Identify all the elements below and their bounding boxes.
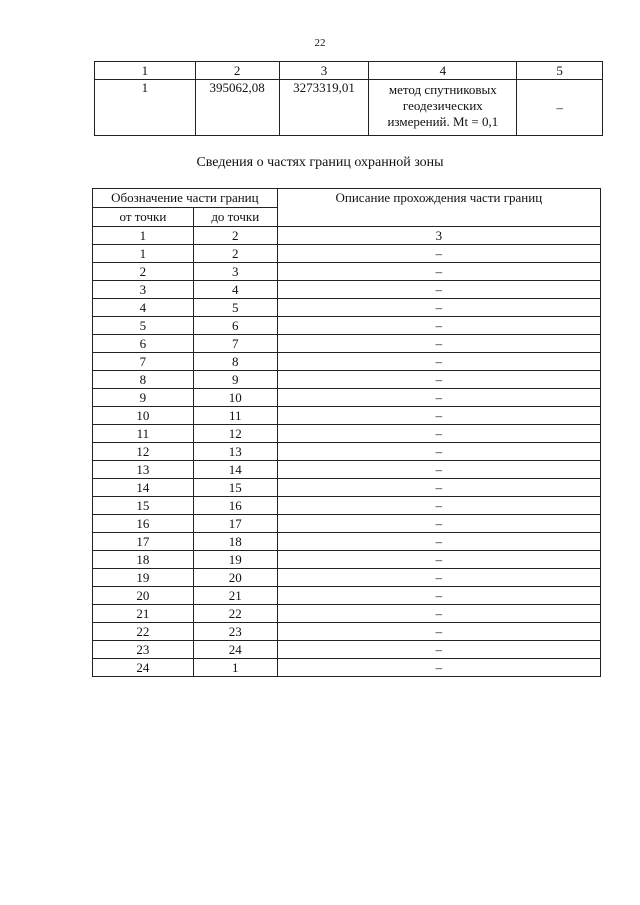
table-row (93, 497, 601, 515)
from-cell: 10 (93, 407, 194, 425)
description-cell: – (277, 587, 600, 605)
to-cell: 18 (193, 533, 277, 551)
point-cell: 1 (95, 80, 196, 136)
table-row (93, 389, 601, 407)
description-cell: – (277, 641, 600, 659)
from-cell: 1 (93, 245, 194, 263)
table-row (93, 515, 601, 533)
from-cell: 3 (93, 281, 194, 299)
description-header-cell: Описание прохождения части границ (277, 189, 600, 227)
to-cell: 20 (193, 569, 277, 587)
table-row (93, 317, 601, 335)
description-cell: – (277, 479, 600, 497)
numbering-row (93, 227, 601, 245)
to-cell: 1 (193, 659, 277, 677)
col5-cell: – (517, 80, 603, 136)
section-title: Сведения о частях границ охранной зоны (196, 155, 444, 170)
from-cell: 2 (93, 263, 194, 281)
from-cell: 4 (93, 299, 194, 317)
description-cell: – (277, 551, 600, 569)
description-cell: – (277, 659, 600, 677)
table-row (93, 371, 601, 389)
from-cell: 18 (93, 551, 194, 569)
header-cell: 2 (195, 62, 279, 80)
to-cell: 24 (193, 641, 277, 659)
to-cell: 7 (193, 335, 277, 353)
from-cell: 14 (93, 479, 194, 497)
table-row (93, 443, 601, 461)
to-cell: 5 (193, 299, 277, 317)
table-row (93, 623, 601, 641)
table-row (93, 335, 601, 353)
table-row (93, 407, 601, 425)
description-cell: – (277, 515, 600, 533)
header-cell: 3 (279, 62, 369, 80)
to-cell: 13 (193, 443, 277, 461)
page-number: 22 (314, 37, 326, 49)
to-cell: 23 (193, 623, 277, 641)
from-cell: 23 (93, 641, 194, 659)
table-row (93, 263, 601, 281)
to-cell: 9 (193, 371, 277, 389)
method-line: метод спутниковых (388, 82, 497, 97)
table-row (93, 569, 601, 587)
description-cell: – (277, 605, 600, 623)
from-cell: 9 (93, 389, 194, 407)
to-cell: 12 (193, 425, 277, 443)
to-cell: 14 (193, 461, 277, 479)
to-cell: 11 (193, 407, 277, 425)
description-cell: – (277, 497, 600, 515)
description-cell: – (277, 569, 600, 587)
from-cell: 6 (93, 335, 194, 353)
to-cell: 6 (193, 317, 277, 335)
description-cell: – (277, 281, 600, 299)
to-cell: 17 (193, 515, 277, 533)
table-row (93, 353, 601, 371)
to-cell: 16 (193, 497, 277, 515)
table-row (93, 245, 601, 263)
description-cell: – (277, 353, 600, 371)
table-row (93, 605, 601, 623)
to-cell: 4 (193, 281, 277, 299)
description-cell: – (277, 461, 600, 479)
table-row (93, 461, 601, 479)
table-row (93, 479, 601, 497)
to-cell: 15 (193, 479, 277, 497)
method-line: геодезических (402, 98, 483, 113)
description-cell: – (277, 443, 600, 461)
from-cell: 17 (93, 533, 194, 551)
description-cell: – (277, 317, 600, 335)
from-cell: 7 (93, 353, 194, 371)
to-cell: 22 (193, 605, 277, 623)
table-row (95, 80, 603, 136)
description-cell: – (277, 371, 600, 389)
header-cell: 5 (517, 62, 603, 80)
from-cell: 15 (93, 497, 194, 515)
from-cell: 24 (93, 659, 194, 677)
group-header-cell: Обозначение части границ (93, 189, 278, 208)
description-cell: – (277, 335, 600, 353)
to-cell: 10 (193, 389, 277, 407)
to-cell: 19 (193, 551, 277, 569)
numbering-cell: 2 (193, 227, 277, 245)
table-row (93, 425, 601, 443)
description-cell: – (277, 299, 600, 317)
boundary-parts-table (92, 188, 601, 677)
y-coordinate-cell: 3273319,01 (279, 80, 369, 136)
to-cell: 8 (193, 353, 277, 371)
x-coordinate-cell: 395062,08 (195, 80, 279, 136)
table-row (93, 551, 601, 569)
coordinates-table (94, 61, 603, 136)
table-header-row (95, 62, 603, 80)
from-cell: 11 (93, 425, 194, 443)
description-cell: – (277, 425, 600, 443)
table-row (93, 659, 601, 677)
description-cell: – (277, 245, 600, 263)
numbering-cell: 1 (93, 227, 194, 245)
from-cell: 19 (93, 569, 194, 587)
description-cell: – (277, 533, 600, 551)
from-cell: 5 (93, 317, 194, 335)
numbering-cell: 3 (277, 227, 600, 245)
to-header-cell: до точки (193, 208, 277, 227)
table-row (93, 641, 601, 659)
table-row (93, 587, 601, 605)
method-line: измерений. Mt = 0,1 (387, 114, 499, 129)
from-cell: 20 (93, 587, 194, 605)
to-cell: 21 (193, 587, 277, 605)
from-cell: 13 (93, 461, 194, 479)
description-cell: – (277, 407, 600, 425)
table-row (93, 281, 601, 299)
description-cell: – (277, 263, 600, 281)
from-cell: 16 (93, 515, 194, 533)
header-cell: 4 (369, 62, 517, 80)
description-cell: – (277, 389, 600, 407)
from-cell: 22 (93, 623, 194, 641)
table-row (93, 533, 601, 551)
description-cell: – (277, 623, 600, 641)
table-row (93, 299, 601, 317)
from-cell: 21 (93, 605, 194, 623)
header-cell: 1 (95, 62, 196, 80)
from-header-cell: от точки (93, 208, 194, 227)
to-cell: 3 (193, 263, 277, 281)
to-cell: 2 (193, 245, 277, 263)
from-cell: 12 (93, 443, 194, 461)
table-header-row (93, 189, 601, 208)
from-cell: 8 (93, 371, 194, 389)
method-cell (369, 80, 517, 136)
